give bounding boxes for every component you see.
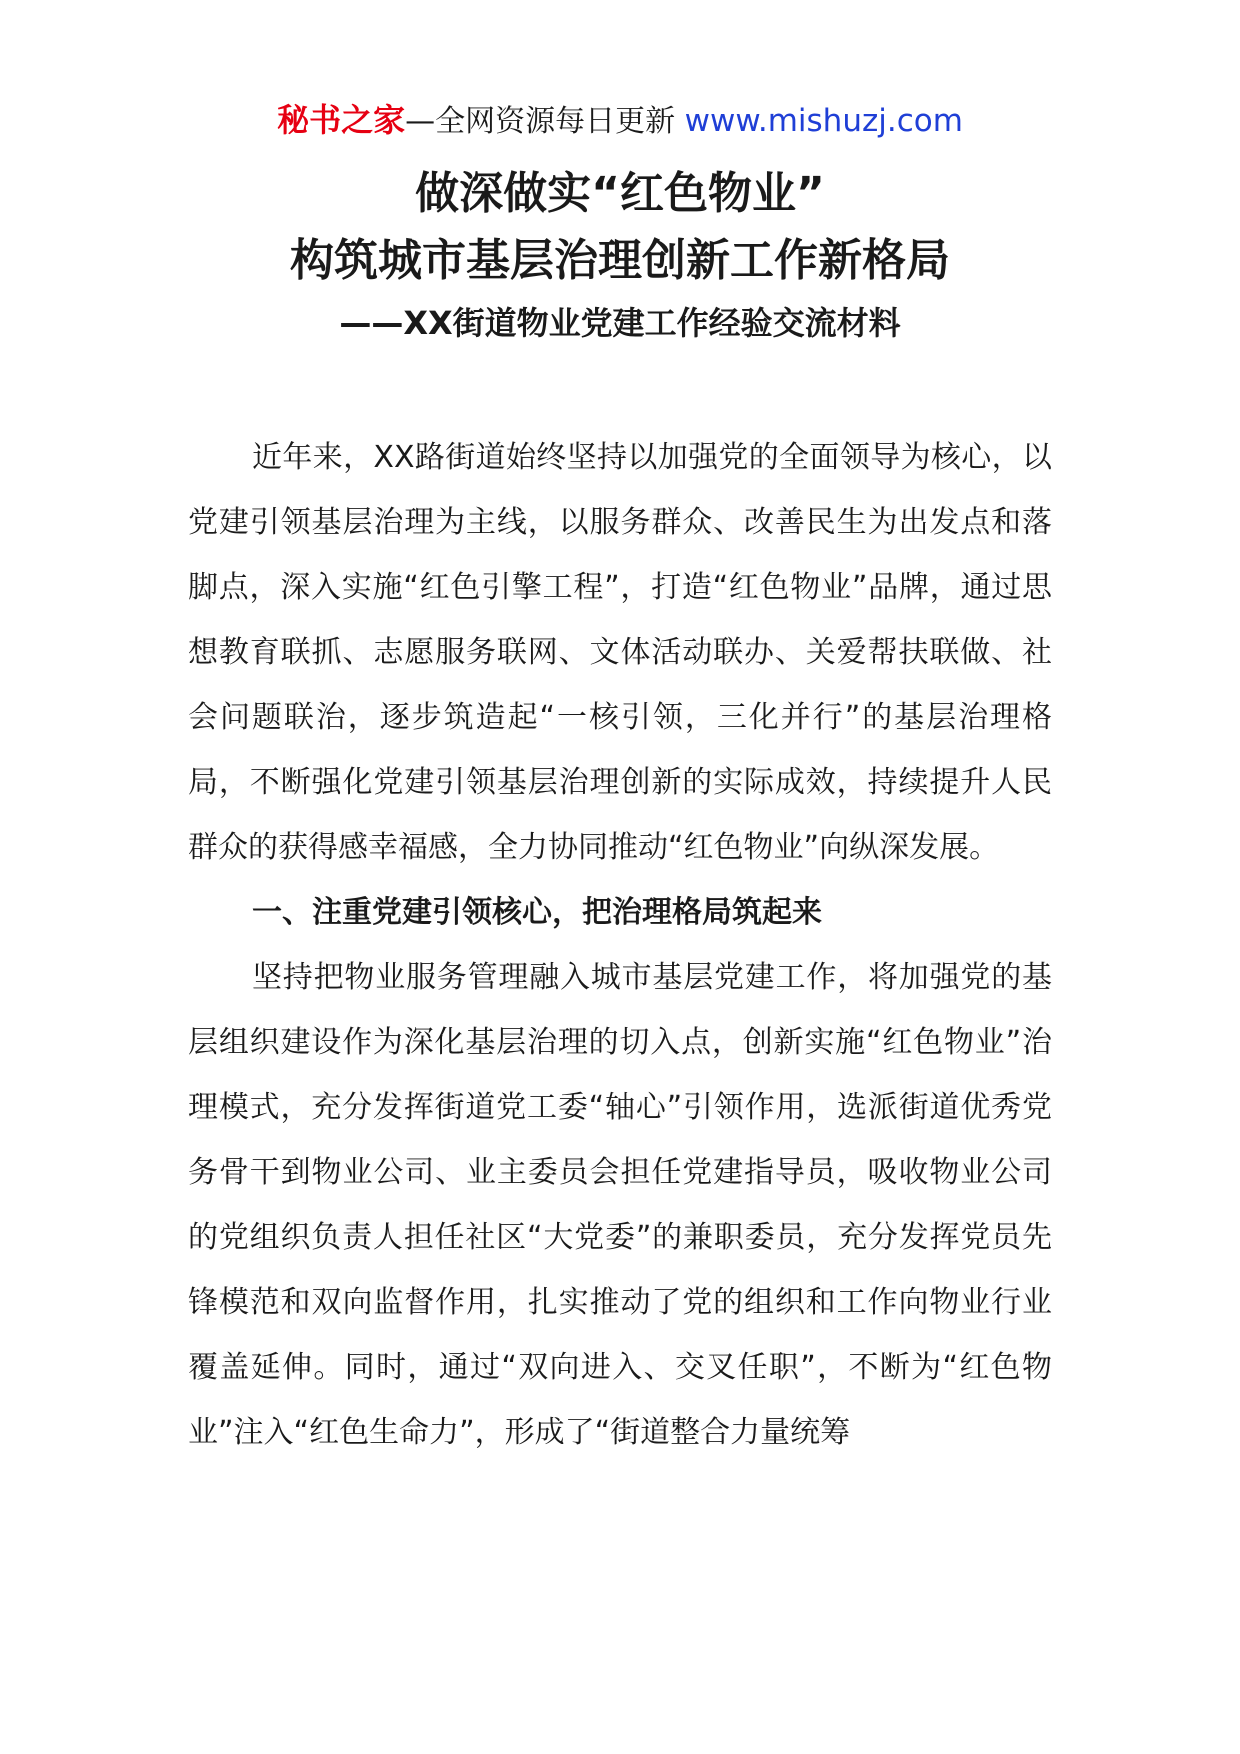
document-title-line-2: 构筑城市基层治理创新工作新格局 (290, 235, 950, 286)
document-body (188, 425, 1052, 1465)
page-header (0, 100, 1240, 142)
header-site-link[interactable]: www.mishuzj.com (684, 103, 963, 139)
section-1-paragraph: 坚持把物业服务管理融入城市基层党建工作，将加强党的基层组织建设作为深化基层治理的切入点，创新实施“红色物业”治理模式，充分发挥街道党工委“轴心”引领作用，选派街道优秀党务骨干到物业公司、业主委员会担任党建指导员，吸收物业公司的党组织负责人担任社区“大党委”的兼职委员，充分发挥党员先锋模范和双向监督作用，扎实推动了党的组织和工作向物业行业覆盖延伸。同时，通过“双向进入、交叉任职”，不断为“红色物业”注入“红色生命力”，形成了“街道整合力量统筹 (188, 960, 1052, 1450)
document-title-line-1: 做深做实“红色物业” (415, 168, 825, 219)
brand-name: 秘书之家 (277, 101, 406, 139)
intro-paragraph: 近年来，XX路街道始终坚持以加强党的全面领导为核心，以党建引领基层治理为主线，以服务群众、改善民生为出发点和落脚点，深入实施“红色引擎工程”，打造“红色物业”品牌，通过思想教育联抓、志愿服务联网、文体活动联办、关爱帮扶联做、社会问题联治，逐步筑造起“一核引领，三化并行”的基层治理格局，不断强化党建引领基层治理创新的实际成效，持续提升人民群众的获得感幸福感，全力协同推动“红色物业”向纵深发展。 (188, 440, 1052, 865)
header-tagline: —全网资源每日更新 (405, 104, 676, 139)
document-subtitle: ——XX街道物业党建工作经验交流材料 (339, 304, 901, 342)
section-1-heading: 一、注重党建引领核心，把治理格局筑起来 (252, 895, 822, 930)
